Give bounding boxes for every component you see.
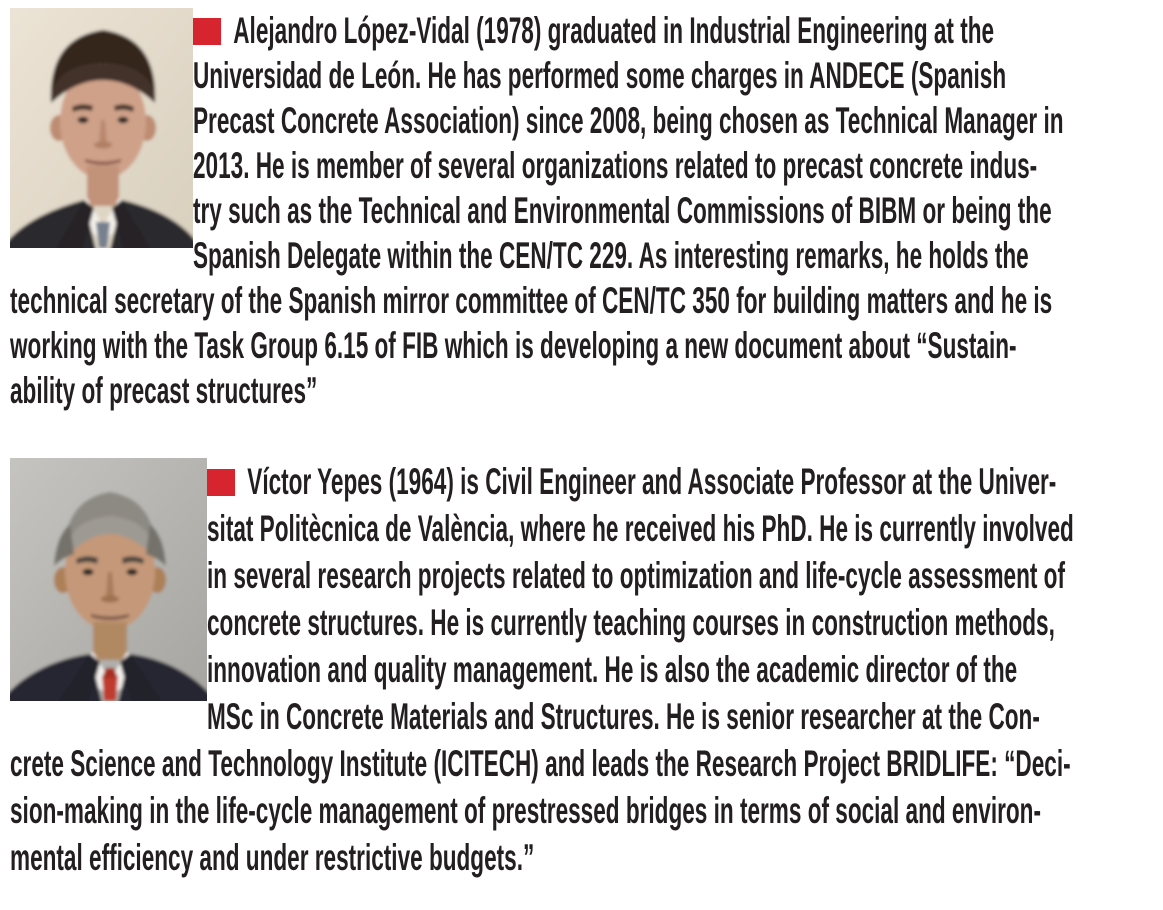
bio-text-line (10, 278, 1158, 323)
bio-text: Alejandro López-Vidal (1978) graduated in Industrial Engineering at the (233, 10, 995, 51)
bio-text: sion-making in the life-cycle management of prestressed bridges in terms of social and environ- (10, 790, 1041, 831)
bio-text: sitat Politècnica de València, where he received his PhD. He is currently involved (207, 508, 1074, 549)
portrait-photo-alejandro (10, 8, 193, 248)
bio-text-line (10, 834, 1158, 881)
bio-text-line (10, 740, 1158, 787)
author-bio-alejandro (10, 8, 1158, 413)
bio-text-line (10, 323, 1158, 368)
bio-text: Universidad de León. He has performed some charges in ANDECE (Spanish (193, 55, 1007, 96)
bio-text: ability of precast structures” (10, 370, 318, 411)
bio-text: crete Science and Technology Institute (ICITECH) and leads the Research Project BRIDLIFE: “Deci- (10, 743, 1071, 784)
red-square-bullet-icon (193, 18, 221, 45)
portrait-photo-victor (10, 458, 207, 701)
bio-text: working with the Task Group 6.15 of FIB which is developing a new document about “Sustain- (10, 325, 1017, 366)
bio-text: in several research projects related to optimization and life-cycle assessment of (207, 555, 1065, 596)
bio-text: mental efficiency and under restrictive budgets.” (10, 837, 535, 878)
red-square-bullet-icon (207, 469, 235, 496)
author-bio-victor (10, 458, 1158, 881)
bio-text: MSc in Concrete Materials and Structures. He is senior researcher at the Con- (207, 696, 1040, 737)
bio-text: Precast Concrete Association) since 2008, being chosen as Technical Manager in (193, 100, 1064, 141)
bio-text: 2013. He is member of several organizations related to precast concrete indus- (193, 145, 1038, 186)
bio-text-line (10, 368, 1158, 413)
bio-text: innovation and quality management. He is also the academic director of the (207, 649, 1018, 690)
bio-text: Víctor Yepes (1964) is Civil Engineer and Associate Professor at the Univer- (247, 461, 1057, 502)
portrait-photo-alejandro-image (10, 8, 193, 248)
bio-text: try such as the Technical and Environmental Commissions of BIBM or being the (193, 190, 1052, 231)
portrait-photo-victor-image (10, 458, 207, 701)
bio-text: Spanish Delegate within the CEN/TC 229. As interesting remarks, he holds the (193, 235, 1029, 276)
bio-text: technical secretary of the Spanish mirror committee of CEN/TC 350 for building matters and he is (10, 280, 1053, 321)
bio-text-line (10, 787, 1158, 834)
bio-text: concrete structures. He is currently teaching courses in construction methods, (207, 602, 1055, 643)
